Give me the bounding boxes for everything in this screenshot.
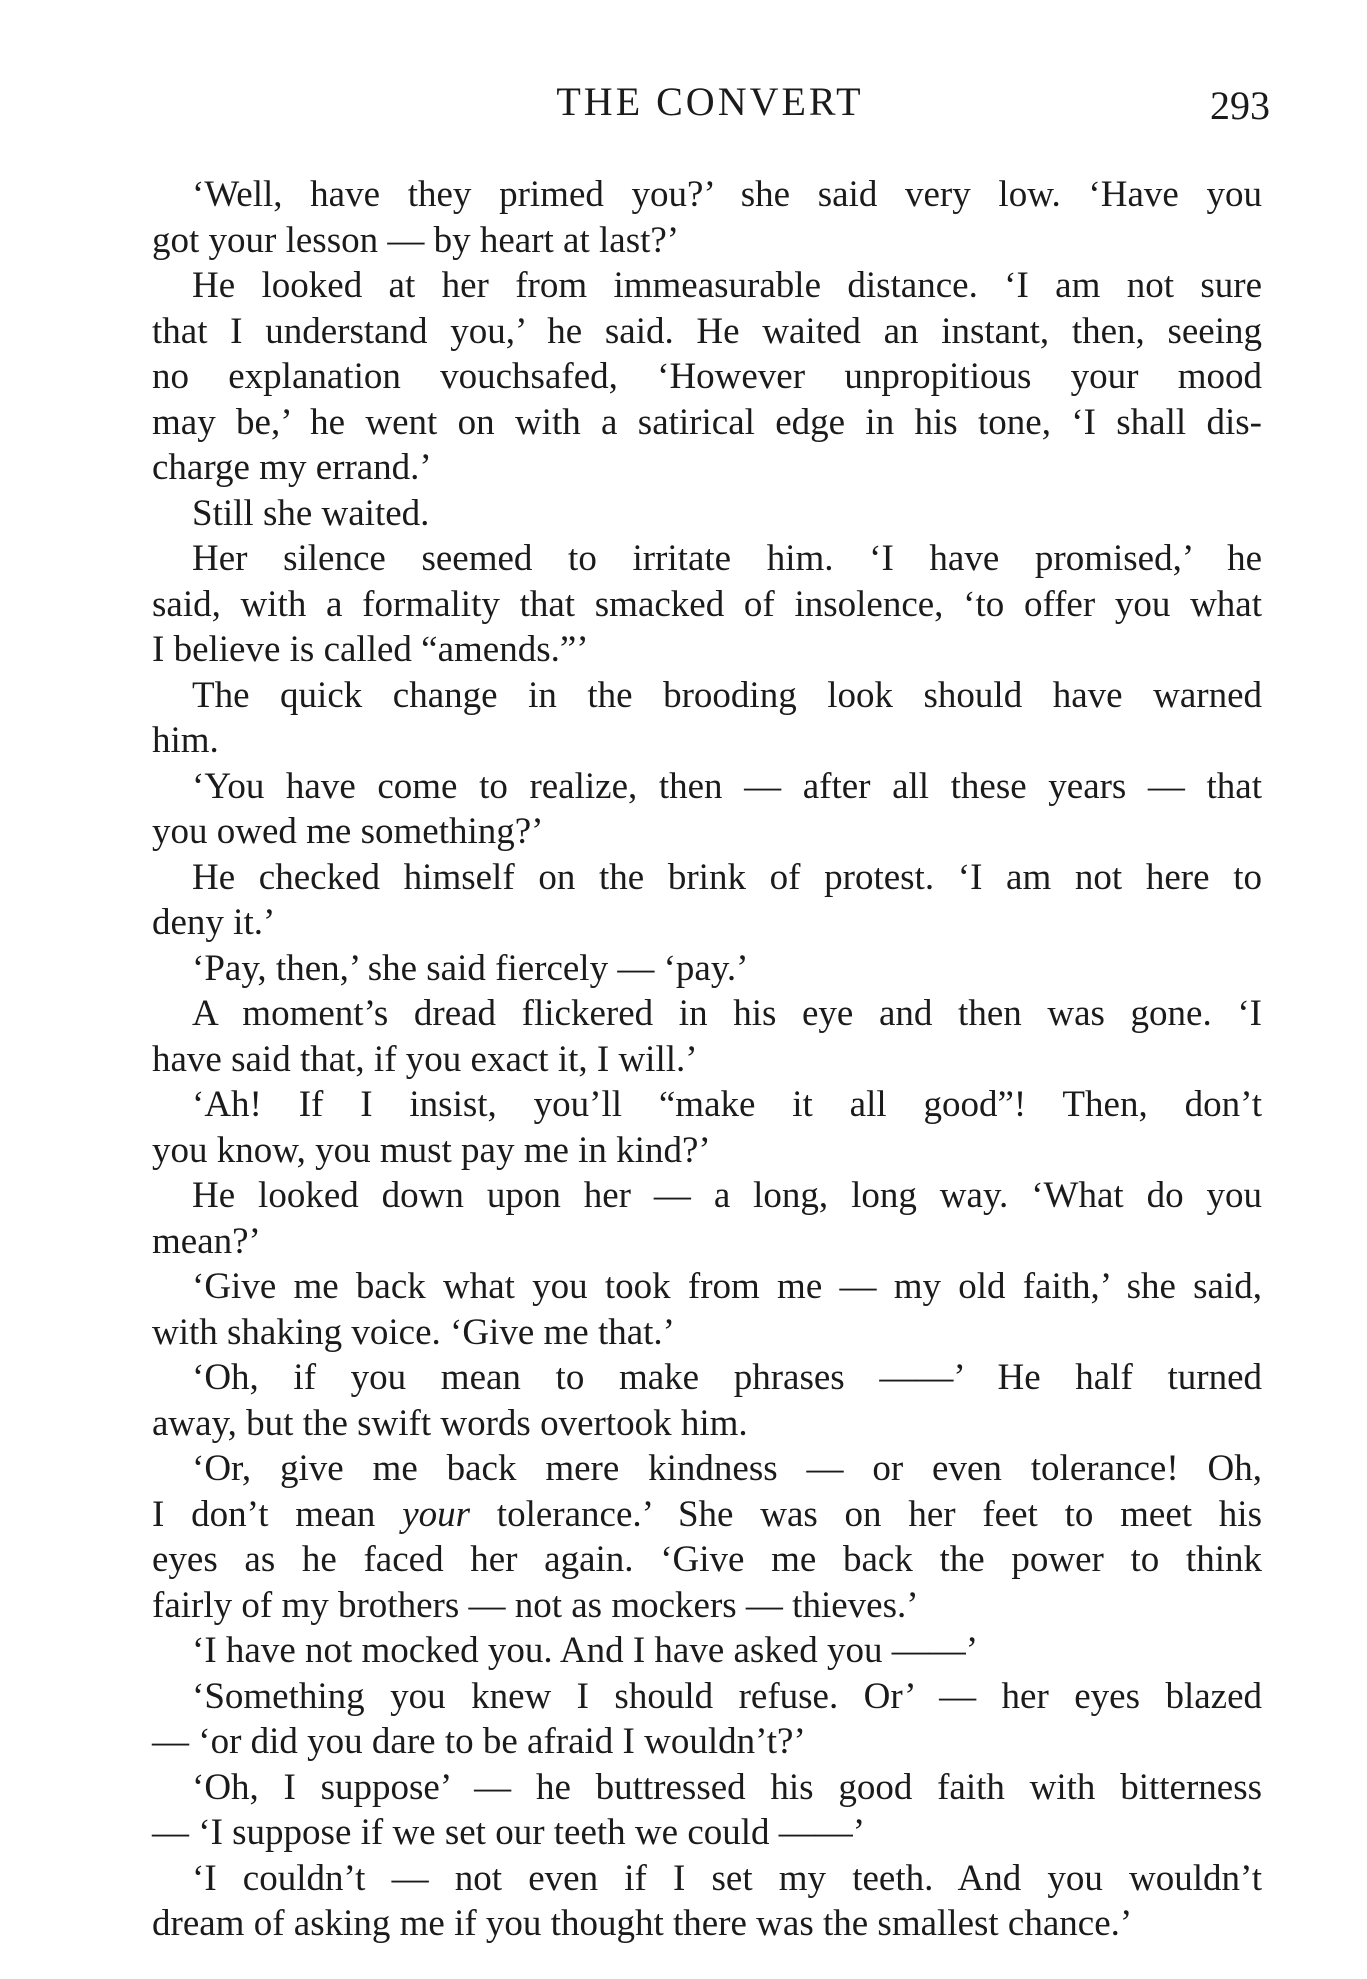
text-line: dream of asking me if you thought there was the smallest chance.’: [152, 1903, 1133, 1944]
text-line: He looked down upon her — a long, long way. ‘What do you: [192, 1175, 1262, 1216]
text-line: ‘Well, have they primed you?’ she said very low. ‘Have you: [192, 174, 1262, 215]
text-line: ‘I couldn’t — not even if I set my teeth. And you wouldn’t: [192, 1857, 1262, 1899]
text-line: — ‘I suppose if we set our teeth we could ——’: [152, 1812, 866, 1853]
text-line: He checked himself on the brink of protest. ‘I am not here to: [192, 856, 1262, 898]
text-line: I believe is called “amends.”’: [152, 629, 589, 670]
text-line: you know, you must pay me in kind?’: [152, 1129, 711, 1171]
text-line: The quick change in the brooding look should have warned: [192, 674, 1262, 716]
text-line: He looked at her from immeasurable distance. ‘I am not sure: [192, 265, 1262, 306]
text-line: away, but the swift words overtook him.: [152, 1402, 748, 1444]
text-line: that I understand you,’ he said. He waited an instant, then, seeing: [152, 310, 1262, 352]
text-line: mean?’: [152, 1220, 261, 1262]
text-line: ‘Give me back what you took from me — my old faith,’ she said,: [192, 1266, 1262, 1307]
text-line: him.: [152, 720, 219, 761]
text-line: eyes as he faced her again. ‘Give me back the power to think: [152, 1539, 1262, 1580]
text-line: A moment’s dread flickered in his eye and then was gone. ‘I: [192, 993, 1262, 1034]
text-line: ‘Oh, if you mean to make phrases ——’ He half turned: [192, 1357, 1262, 1398]
text-line: ‘Oh, I suppose’ — he buttressed his good faith with bitterness: [192, 1766, 1262, 1808]
text-line: fairly of my brothers — not as mockers — thieves.’: [152, 1584, 919, 1626]
text-line: you owed me something?’: [152, 811, 544, 852]
page-number: 293: [1210, 83, 1270, 128]
text-line: Still she waited.: [192, 492, 430, 534]
text-line: may be,’ he went on with a satirical edge in his tone, ‘I shall dis-: [152, 401, 1262, 443]
text-line: charge my errand.’: [152, 447, 432, 488]
text-line: ‘Or, give me back mere kindness — or even tolerance! Oh,: [192, 1448, 1262, 1489]
text-line: ‘Pay, then,’ she said fiercely — ‘pay.’: [192, 947, 749, 989]
text-line: no explanation vouchsafed, ‘However unpropitious your mood: [152, 356, 1262, 397]
text-line: deny it.’: [152, 902, 276, 943]
text-line: [152, 1492, 1262, 1538]
text-line: ‘Ah! If I insist, you’ll “make it all good”! Then, don’t: [192, 1084, 1262, 1125]
body-text: [152, 172, 1262, 1947]
text-line: ‘You have come to realize, then — after all these years — that: [192, 765, 1262, 807]
running-head: [150, 78, 1270, 128]
running-title: THE CONVERT: [556, 79, 864, 124]
text-line: Her silence seemed to irritate him. ‘I have promised,’ he: [192, 538, 1262, 579]
italic-word: your: [402, 1493, 471, 1535]
text-line: ‘Something you knew I should refuse. Or’ — her eyes blazed: [192, 1675, 1262, 1717]
text-line: got your lesson — by heart at last?’: [152, 219, 680, 261]
text-segment: I don’t mean: [152, 1493, 403, 1535]
text-line: ‘I have not mocked you. And I have asked you ——’: [192, 1630, 979, 1671]
text-line: have said that, if you exact it, I will.’: [152, 1038, 698, 1080]
text-line: with shaking voice. ‘Give me that.’: [152, 1311, 676, 1353]
text-line: said, with a formality that smacked of insolence, ‘to offer you what: [152, 583, 1262, 625]
text-segment: tolerance.’ She was on her feet to meet his: [470, 1493, 1262, 1535]
text-line: — ‘or did you dare to be afraid I wouldn’t?’: [152, 1721, 806, 1762]
